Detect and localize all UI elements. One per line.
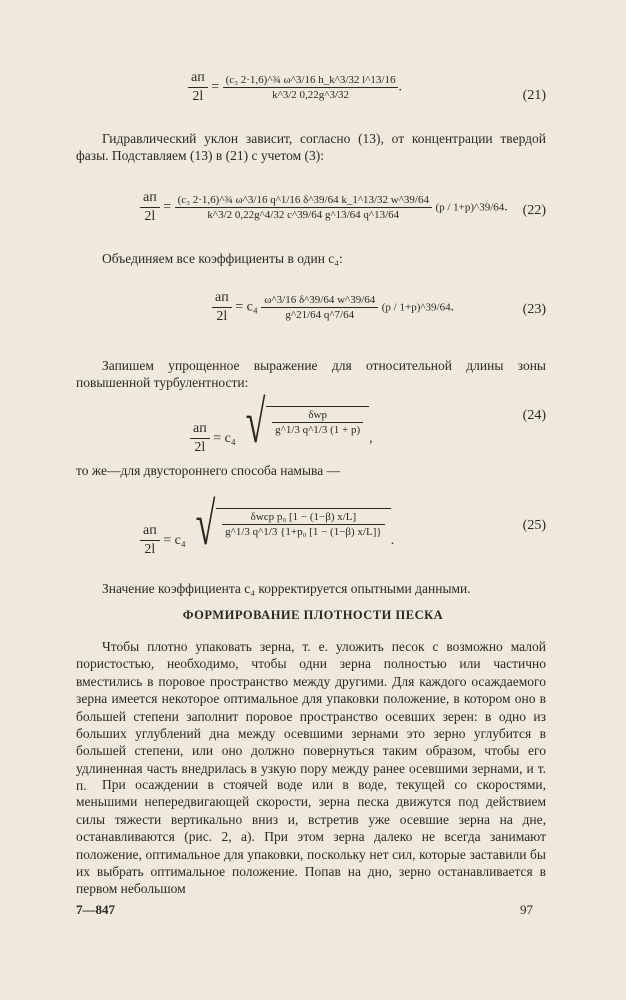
paragraph-6: Чтобы плотно упаковать зерна, т. е. уложить песок с возможно малой пористостью, необходимо, чтобы одни зерна полностью или частично вместились в поровое пространство между другими. Для каждого осаждаемого зерна имеется некоторое оптимальное для упаковки положение, в котором оно в большей степени заполнит поровое пространство осевших зерен: в одно из больших углублений дна между осевшими зернами это зерно углубится в большей степени, или оно должно повернуться таким образом, чтобы его удлиненная часть внедрилась в узкую пору между ранее осевшими зернами, и т. п. bbox=[76, 639, 546, 794]
paragraph-2: Объединяем все коэффициенты в один c₄: bbox=[102, 251, 343, 266]
equation-number-21: (21) bbox=[522, 88, 546, 103]
sqrt-sign-icon: √ bbox=[245, 389, 266, 455]
paragraph-7: При осаждении в стоячей воде или в воде, текущей со скоростями, меньшими непередвигающей скорости, зерна песка движутся под действием силы тяжести вертикально вниз и, встретив уже осевшие зерна на дне, останавливаются (рис. 2, а). При этом зерна далеко не всегда занимают положение, оптимальное для упаковки, поскольку нет сил, которые заставили бы их выбрать оптимальное положение. Попав на дно, зерно останавливается в первом небольшом bbox=[76, 777, 546, 897]
paragraph-3: Запишем упрощенное выражение для относительной длины зоны повышенной турбулентности: bbox=[76, 358, 546, 391]
equation-23: $\frac{aп}{2l}$ = c₄ $\frac{\omega\^{}3/16 \delta\^{}39/64 w\^{}39/64}{g\^{}21/64 q\^{}7/64}$ (p / 1+p)^39/64. bbox=[212, 290, 454, 325]
equation-24: $\frac{aп}{2l}$ = c₄ √ $\frac{\text{δwp}}{g\^{}1/3 q\^{}1/3 (1 + p)}$ , bbox=[190, 392, 373, 456]
equation-number-23: (23) bbox=[522, 302, 546, 317]
paragraph-4: то же—для двустороннего способа намыва — bbox=[76, 463, 341, 478]
equation-25: $\frac{aп}{2l}$ = c₄ √ $\frac{\text{δwср p₀ [1 − (1−β) x/L]}}{\text{g\textasciicircum{}1/3 q\textasciicircum{}1/3 \{1+p₀ [1 − (1−β) x/L]\}}}$ . bbox=[140, 494, 394, 558]
equation-22: $\frac{aп}{2l}$ = $\frac{\text{(c₃ 2·1,6)\textasciicircum{}¾ ω\textasciicircum{}3/16 q\textasciicircum{}1/16 δ\textasciicircum{}39/64 k\_1\textasciicircum{}13/32 w\textasciicircum{}39/64}}{k\^{}3/2 0,22g\^{}4/32 c\^{}39/64 g\^{}13/64 q\^{}13/64}$ (p / 1+p)^39/64. bbox=[140, 190, 508, 225]
page-number: 97 bbox=[520, 902, 533, 917]
printer-signature: 7—847 bbox=[76, 902, 115, 917]
sqrt-sign-icon: √ bbox=[195, 491, 216, 557]
paragraph-1: Гидравлический уклон зависит, согласно (13), от концентрации твердой фазы. Подставляем (13) в (21) с учетом (3): bbox=[76, 131, 546, 164]
equation-21: $\frac{aп}{2l}$ = $\frac{\text{(c₃ 2·1,6)\textasciicircum{}¾ ω\textasciicircum{}3/16 h\_k\textasciicircum{}3/32 l\textasciicircum{}13/16}}{k\^{}3/2 0,22g\^{}3/32}$ . bbox=[188, 70, 402, 105]
equation-number-22: (22) bbox=[522, 203, 546, 218]
paragraph-5: Значение коэффициента c₄ корректируется опытными данными. bbox=[102, 581, 471, 596]
equation-number-24: (24) bbox=[522, 408, 546, 423]
equation-number-25: (25) bbox=[522, 518, 546, 533]
section-heading: ФОРМИРОВАНИЕ ПЛОТНОСТИ ПЕСКА bbox=[182, 608, 444, 622]
